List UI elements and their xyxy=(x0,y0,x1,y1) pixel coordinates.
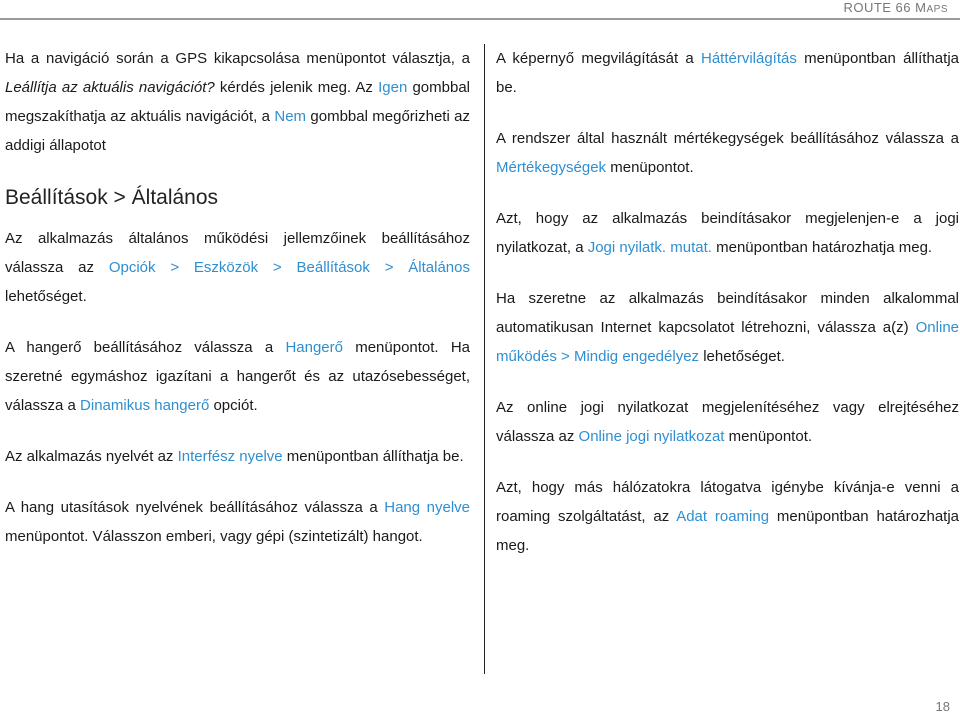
page-number: 18 xyxy=(935,699,950,714)
header-brand-word: M xyxy=(915,0,927,15)
right-column xyxy=(496,44,959,582)
text: Az alkalmazás nyelvét az xyxy=(5,448,178,465)
text: Ha szeretne az alkalmazás beindításakor minden alkalommal automatikusan Internet kapcsolatot létrehozni, válassza a(z) xyxy=(496,290,959,336)
header-rule xyxy=(0,18,960,20)
menu-path: Opciók > Eszközök > Beállítások > Általános xyxy=(108,259,470,276)
text: opciót. xyxy=(209,397,258,414)
voice-language-paragraph xyxy=(5,493,470,551)
text: Ha a navigáció során a GPS kikapcsolása menüpontot választja, a xyxy=(5,50,470,67)
yes-button-ref: Igen xyxy=(378,79,408,96)
menu-item-ref: Jogi nyilatk. mutat. xyxy=(587,239,712,256)
text: A rendszer által használt mértékegységek beállításához válassza a xyxy=(496,130,959,147)
text: A hang utasítások nyelvének beállításához válassza a xyxy=(5,499,385,516)
text: menüpontban állíthatja be. xyxy=(282,448,464,465)
text: lehetőséget. xyxy=(699,348,785,365)
online-disclaimer-paragraph xyxy=(496,393,959,451)
menu-item-ref: Online jogi nyilatkozat xyxy=(578,428,725,445)
text: lehetőséget. xyxy=(5,288,87,305)
gps-paragraph xyxy=(5,44,470,160)
column-separator xyxy=(484,44,485,674)
text: Az online jogi nyilatkozat megjelenítéséhez vagy elrejtéséhez válassza az xyxy=(496,399,959,445)
text: Az alkalmazás általános működési jellemzőinek beállításához válassza az xyxy=(5,230,470,276)
text: menüpontot. xyxy=(724,428,813,445)
left-column xyxy=(5,44,470,573)
text: gombbal megőrizheti az addigi állapotot xyxy=(5,108,470,154)
text: A képernyő megvilágítását a xyxy=(496,50,701,67)
text: menüpontot. xyxy=(606,159,694,176)
interface-language-paragraph xyxy=(5,442,470,471)
header-brand-small: APS xyxy=(926,4,948,15)
text: menüpontban határozhatja meg. xyxy=(496,508,960,554)
text: gombbal megszakíthatja az aktuális navigációt, a xyxy=(5,79,470,125)
text: A hangerő beállításához válassza a xyxy=(5,339,286,356)
menu-item-ref: Háttérvilágítás xyxy=(700,50,797,67)
page-header xyxy=(843,0,948,15)
units-paragraph xyxy=(496,124,959,182)
disclaimer-paragraph xyxy=(496,204,959,262)
menu-item-ref: Interfész nyelve xyxy=(177,448,283,465)
menu-item-ref: Hang nyelve xyxy=(384,499,470,516)
text: Azt, hogy más hálózatokra látogatva igénybe kívánja-e venni a roaming szolgáltatást, az xyxy=(496,479,959,525)
text: Azt, hogy az alkalmazás beindításakor megjelenjen-e a jogi nyilatkozat, a xyxy=(496,210,959,256)
text: menüpontban határozhatja meg. xyxy=(711,239,933,256)
text: menüpontban állíthatja be. xyxy=(496,50,959,96)
backlight-paragraph xyxy=(496,44,959,102)
menu-item-ref: Dinamikus hangerő xyxy=(80,397,210,414)
no-button-ref: Nem xyxy=(274,108,307,125)
menu-path: Online működés > Mindig engedélyez xyxy=(496,319,959,365)
menu-item-ref: Mértékegységek xyxy=(496,159,607,176)
online-paragraph xyxy=(496,284,959,371)
section-heading: Beállítások > Általános xyxy=(5,186,219,209)
roaming-paragraph xyxy=(496,473,959,560)
header-brand: ROUTE 66 xyxy=(843,0,912,15)
text: menüpontot. Válasszon emberi, vagy gépi (szintetizált) hangot. xyxy=(5,528,423,545)
menu-item-ref: Adat roaming xyxy=(676,508,770,525)
volume-paragraph xyxy=(5,333,470,420)
text: menüpontot. Ha szeretné egymáshoz igazítani a hangerőt és az utazósebességet, válassza a xyxy=(5,339,470,414)
prompt-question: Leállítja az aktuális navigációt? xyxy=(5,79,215,96)
text: kérdés jelenik meg. Az xyxy=(214,79,379,96)
general-settings-paragraph xyxy=(5,224,470,311)
menu-item-ref: Hangerő xyxy=(285,339,343,356)
